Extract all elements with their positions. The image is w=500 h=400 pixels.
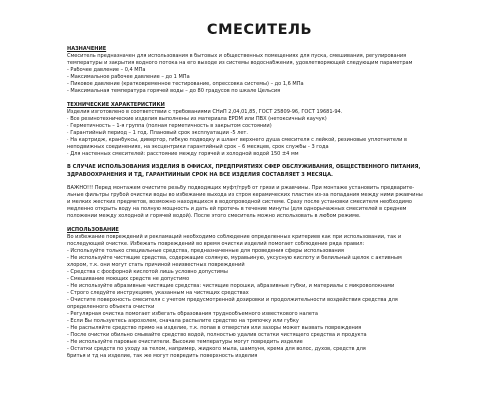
- text-line: бритья и тд на изделие, так же могут повредить поверхность изделия: [67, 353, 258, 360]
- text-line: - Максимальное рабочее давление – до 1 МПа: [67, 74, 190, 81]
- text-line: - Регулярная очистка помогает избегать образования труднообъемного известкового налета: [67, 311, 318, 318]
- text-line: - Средства с фосфорной кислотой лишь условно допустимы: [67, 269, 228, 276]
- text-line: - Если Вы пользуетесь аэрозолем, сначала распылите средство на тряпочку или губку: [67, 318, 299, 325]
- text-line: - Не распыляйте средство прямо на изделие, т.к. попав в отверстия или зазоры может вызвать повреждения: [67, 325, 362, 332]
- text-line: - Строго следуйте инструкциям, указанным на чистящих средствах: [67, 290, 249, 297]
- text-line: - Остатки средств по уходу за телом, например, жидкого мыла, шампуня, крема для волос, духов, средств для: [67, 346, 366, 353]
- text-line: · На картридж, кранбуксы, дивертор, гибкую подводку и шланг верхнего душа смесителя с лейкой, резиновые уплотнители в: [67, 136, 407, 143]
- document-title: СМЕСИТЕЛЬ: [206, 22, 313, 38]
- text-line: ЗДРАВООХРАНЕНИЯ И ТД, ГАРАНТИЙНЫЙ СРОК НА ВСЕ ИЗДЕЛИЯ СОСТАВЛЯЕТ 3 МЕСЯЦА.: [67, 171, 333, 178]
- text-line: - Не используйте паровые очистители. Высокие температуры могут повредить изделие: [67, 339, 303, 346]
- text-line: - Смешивание моющих средств не допустимо: [67, 276, 190, 283]
- text-line: - После очистки обильно смывайте средство водой, полностью удалив остатки чистящего средства и продукта: [67, 332, 367, 339]
- text-line: льные фильтры грубой очистки воды во избежание выхода из строя керамических пластин из-за попадания между ними ржавчины: [67, 192, 423, 199]
- text-line: положении между холодной и горячей водой). После этого смеситель можно использовать в любом режиме.: [67, 213, 361, 220]
- text-line: - Очистите поверхность смесителя с учетом предусмотренной дозировки и продолжительности воздействия средства для: [67, 297, 398, 304]
- warranty-notice: [67, 164, 452, 178]
- section-heading-usage: ИСПОЛЬЗОВАНИЕ: [67, 226, 119, 233]
- section-purpose: [67, 46, 452, 95]
- section-specs: [67, 102, 452, 158]
- text-line: · Для настенных смесителей: расстояние между горячей и холодной водой 150 ±4 мм: [67, 150, 299, 157]
- text-line: ВАЖНО!!! Перед монтажем очистите резьбу подводящих муфт/труб от грязи и ржавчины. При монтаже установить предварите-: [67, 185, 415, 192]
- section-warranty-notice: [67, 164, 452, 178]
- section-body-specs: [67, 109, 452, 158]
- text-line: и мелких жестких предметов, возможно находящихся в водопроводной системе. Сразу после установки смесителя необходимо: [67, 199, 412, 206]
- text-line: Во избежание повреждений и рекламаций необходимо соблюдение определенных критериев как при использовании, так и: [67, 234, 402, 241]
- section-body-purpose: [67, 53, 452, 95]
- text-line: неподвижных соединениях, на эксцентрики гарантийный срок – 6 месяцев, срок службы - 3 года: [67, 143, 329, 150]
- text-line: - Максимальная температура горячей воды – до 80 градусов по шкале Цельсия: [67, 88, 281, 95]
- section-heading-purpose: НАЗНАЧЕНИЕ: [67, 46, 107, 52]
- text-line: - Используйте только специальные средства, предназначенные для проведения сферы использования: [67, 248, 344, 255]
- important-notice: [67, 185, 452, 220]
- text-line: хлором, т.к. они могут стать причиной неизвестных повреждений: [67, 262, 245, 269]
- section-usage: [67, 227, 452, 360]
- text-line: - Не используйте чистящие средства, содержащие соляную, муравьиную, уксусную кислоту и белильный щелок с активным: [67, 255, 402, 262]
- text-line: В СЛУЧАЕ ИСПОЛЬЗОВАНИЯ ИЗДЕЛИЯ В ОФИСАХ, ПРЕДПРИЯТИЯХ СФЕР ОБСЛУЖИВАНИЯ, ОБЩЕСТВЕННОГО ПИТАНИЯ,: [67, 164, 421, 171]
- section-body-usage: [67, 234, 452, 360]
- text-line: · Все резинотехнические изделия выполнены из материала EPDM или ПВХ (нетоксичный каучук): [67, 115, 327, 122]
- text-line: - Пиковое давление (кратковременное тестирование, опрессовка системы) – до 1,6 МПа: [67, 81, 304, 88]
- text-line: температуры и закрытия водного потока на его выходе из системы водоснабжения, удовлетворяющей следующим параметрам: [67, 60, 413, 67]
- section-heading-specs: ТЕХНИЧЕСКИЕ ХАРАКТЕРИСТИКИ: [67, 101, 165, 108]
- text-line: · Герметичность – 1-я группа (полная герметичность в закрытом состоянии): [67, 122, 272, 129]
- text-line: Смеситель предназначен для использования в бытовых и общественных помещениях для пуска, смешивания, регулирования: [67, 53, 407, 60]
- text-line: · Гарантийный период – 1 год. Плановый срок эксплуатации -5 лет.: [67, 129, 248, 136]
- text-line: Изделия изготовлено в соответствии с требованиями СНиП 2,04,01,85, ГОСТ 25809-96, ГОСТ 19681-94.: [67, 108, 343, 115]
- text-line: определенного объекта очистки: [67, 304, 155, 311]
- section-important: [67, 185, 452, 220]
- text-line: - Рабочее давление – 0,4 МПа: [67, 67, 146, 74]
- text-line: - Не используйте абразивные чистящие средства: чистящие порошки, абразивные губки, и материалы с микроволокнами: [67, 283, 395, 290]
- text-line: медленно открыть воду на полную мощность и дать ей протечь в течение минуты (для однорычажных смесителей в среднем: [67, 206, 407, 213]
- text-line: последующей очистке. Избежать повреждений во время очистки изделий помогает соблюдение ряда правил:: [67, 241, 365, 248]
